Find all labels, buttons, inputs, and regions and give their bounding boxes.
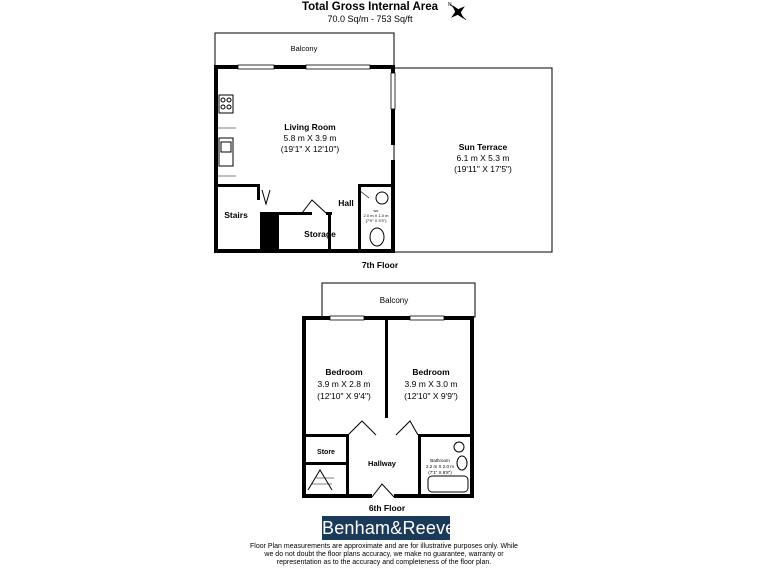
living-room-imperial: (19'1" X 12'10")	[280, 144, 340, 154]
balcony-6-label: Balcony	[379, 296, 409, 305]
bedroom-1-name: Bedroom	[325, 367, 363, 377]
floor-6-label: 6th Floor	[368, 503, 406, 513]
bedroom-1-imperial: (12'10" X 9'4")	[317, 391, 371, 401]
bathroom-imperial: (7'1" X 6'8")	[428, 470, 452, 475]
floor-7-label: 7th Floor	[361, 260, 399, 270]
wc-name: wc	[373, 208, 379, 213]
bedroom-2-metric: 3.9 m X 3.0 m	[404, 379, 458, 389]
bedroom-2-imperial: (12'10" X 9'9")	[404, 391, 458, 401]
wc-metric: 2.0 m X 1.0 m	[363, 213, 389, 218]
disclaimer-text: Floor Plan measurements are approximate and are for illustrative purposes only. While we do not doubt the floor plans accuracy, we make no guarantee, warranty or representation as to the accuracy and completeness of the floor plan.	[250, 543, 518, 566]
svg-text:N: N	[448, 2, 452, 8]
sun-terrace-metric: 6.1 m X 5.3 m	[456, 153, 510, 163]
bedroom-1-metric: 3.9 m X 2.8 m	[317, 379, 371, 389]
bathroom-name: Bathroom	[430, 458, 450, 463]
bathroom-metric: 2.2 m X 2.0 m	[425, 464, 455, 469]
living-room-metric: 5.8 m X 3.9 m	[283, 133, 337, 143]
floor-7-plan	[214, 33, 552, 270]
hall-label: Hall	[338, 198, 354, 208]
hallway-label: Hallway	[368, 459, 396, 468]
wc-imperial: (7'9" X 3'3")	[365, 218, 387, 223]
gross-area: 70.0 Sq/m - 753 Sq/ft	[327, 14, 413, 24]
balcony-7-label: Balcony	[290, 44, 318, 53]
brand-logo: Benham&Reeves	[322, 518, 465, 538]
bedroom-2-name: Bedroom	[412, 367, 450, 377]
living-room-name: Living Room	[284, 122, 336, 132]
compass-rose-icon	[445, 0, 470, 25]
plan-title: Total Gross Internal Area	[301, 1, 439, 13]
store-label: Store	[317, 449, 335, 456]
sun-terrace-imperial: (19'11" X 17'5")	[454, 164, 512, 174]
sun-terrace-name: Sun Terrace	[458, 142, 508, 152]
stairs-label: Stairs	[224, 210, 248, 220]
storage-label: Storage	[304, 229, 336, 239]
floor-6-plan	[302, 283, 475, 513]
